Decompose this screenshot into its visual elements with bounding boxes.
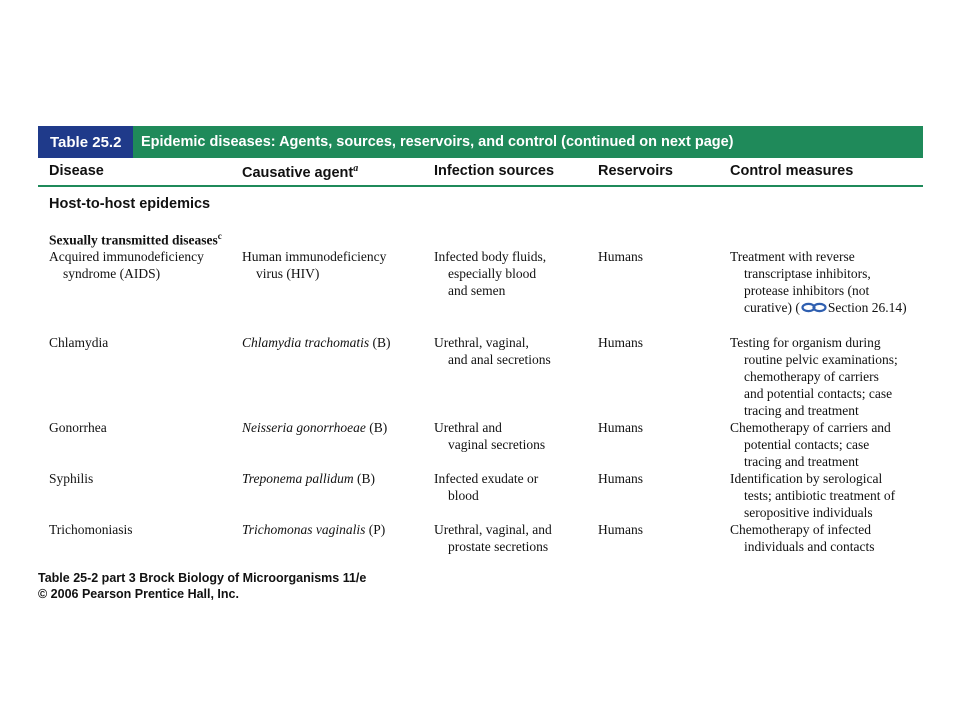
table-row-aids-sources — [434, 248, 546, 299]
table-row-gonorrhea-reservoirs: Humans — [598, 420, 643, 435]
table-row-aids-disease — [49, 248, 204, 282]
header-divider — [38, 185, 923, 187]
cell-line: Infected exudate or — [434, 471, 539, 486]
cell-line: individuals and contacts — [744, 539, 875, 554]
table-row-trichomoniasis-disease: Trichomoniasis — [49, 522, 133, 537]
column-header-sources-label: Infection sources — [434, 163, 555, 179]
cell-line: protease inhibitors (not — [744, 283, 870, 298]
column-header-control-label: Control measures — [730, 163, 854, 179]
cell-line: transcriptase inhibitors, — [744, 266, 871, 281]
chain-link-icon[interactable] — [801, 300, 827, 317]
cell-line: Chemotherapy of carriers and — [730, 420, 891, 435]
cell-line: Human immunodeficiency — [242, 249, 387, 264]
table-row-chlamydia-control — [730, 334, 898, 419]
table-row-trichomoniasis-sources — [434, 521, 552, 555]
table-row-trichomoniasis-agent — [242, 521, 385, 538]
cell-line: tracing and treatment — [744, 454, 859, 469]
table-row-chlamydia-agent — [242, 334, 391, 351]
cell-line: Urethral and — [434, 420, 502, 435]
cell-line: tests; antibiotic treatment of — [744, 488, 896, 503]
cell-line: blood — [448, 488, 479, 503]
cell-line: Identification by serological — [730, 471, 883, 486]
agent-type: (B) — [369, 335, 391, 350]
cell-line: tracing and treatment — [744, 403, 859, 418]
cell-line: potential contacts; case — [744, 437, 870, 452]
table-title: Epidemic diseases: Agents, sources, reservoirs, and control (continued on next page) — [133, 126, 923, 158]
section-reference: Section 26.14) — [827, 300, 907, 315]
table-row-trichomoniasis-reservoirs: Humans — [598, 522, 643, 537]
column-header-sources — [434, 163, 554, 179]
table-row-aids-control — [730, 248, 907, 317]
table-row-aids-reservoirs: Humans — [598, 249, 643, 264]
cell-line: virus (HIV) — [256, 266, 320, 281]
column-header-agent-label: Causative agent — [242, 164, 354, 181]
cell-text: curative) ( — [744, 300, 800, 315]
table-row-trichomoniasis-control — [730, 521, 874, 555]
cell-line: and semen — [448, 283, 506, 298]
column-header-reservoirs-label: Reservoirs — [598, 163, 673, 179]
footnote-marker: a — [353, 163, 359, 174]
cell-line: seropositive individuals — [744, 505, 873, 520]
section-heading: Host-to-host epidemics — [49, 196, 211, 212]
cell-line: chemotherapy of carriers — [744, 369, 879, 384]
credit-line: Table 25-2 part 3 Brock Biology of Microorganisms 11/e — [38, 571, 367, 585]
column-header-reservoirs — [598, 163, 673, 179]
cell-line: Infected body fluids, — [434, 249, 547, 264]
agent-type: (P) — [365, 522, 386, 537]
cell-line: syndrome (AIDS) — [63, 266, 161, 281]
table-row-chlamydia-disease: Chlamydia — [49, 335, 109, 350]
cell-line: especially blood — [448, 266, 537, 281]
table-row-syphilis-sources — [434, 470, 538, 504]
table-row-gonorrhea-agent — [242, 419, 387, 436]
table-row-gonorrhea-sources — [434, 419, 545, 453]
copyright-line: © 2006 Pearson Prentice Hall, Inc. — [38, 587, 239, 601]
column-header-agent — [242, 163, 358, 181]
cell-line: Urethral, vaginal, — [434, 335, 529, 350]
table-row-gonorrhea-disease: Gonorrhea — [49, 420, 107, 435]
figure-credit — [38, 570, 366, 602]
cell-line — [730, 299, 907, 317]
agent-name: Trichomonas vaginalis — [242, 522, 366, 537]
column-header-control — [730, 163, 853, 179]
table-number: Table 25.2 — [38, 126, 133, 158]
table-row-aids-agent — [242, 248, 386, 282]
table-row-syphilis-control — [730, 470, 895, 521]
agent-type: (B) — [353, 471, 376, 486]
agent-name: Treponema pallidum — [242, 471, 354, 486]
agent-type: (B) — [365, 420, 388, 435]
cell-line: Treatment with reverse — [730, 249, 855, 264]
table-row-chlamydia-sources — [434, 334, 551, 368]
subsection-heading — [49, 231, 222, 249]
subsection-label: Sexually transmitted diseases — [49, 232, 218, 248]
table-row-gonorrhea-control — [730, 419, 891, 470]
table-row-syphilis-agent — [242, 470, 375, 487]
cell-line: Chemotherapy of infected — [730, 522, 871, 537]
agent-name: Neisseria gonorrhoeae — [242, 420, 366, 435]
cell-line: and potential contacts; case — [744, 386, 893, 401]
table-title-bar — [38, 126, 923, 158]
table-row-syphilis-disease: Syphilis — [49, 471, 94, 486]
table-row-syphilis-reservoirs: Humans — [598, 471, 643, 486]
column-header-disease — [49, 163, 104, 179]
agent-name: Chlamydia trachomatis — [242, 335, 370, 350]
footnote-marker: c — [217, 231, 222, 241]
cell-line: Urethral, vaginal, and — [434, 522, 552, 537]
column-header-disease-label: Disease — [49, 163, 104, 179]
cell-line: vaginal secretions — [448, 437, 546, 452]
table-row-chlamydia-reservoirs: Humans — [598, 335, 643, 350]
cell-line: Acquired immunodeficiency — [49, 249, 204, 264]
cell-line: routine pelvic examinations; — [744, 352, 898, 367]
cell-line: Testing for organism during — [730, 335, 881, 350]
cell-line: and anal secretions — [448, 352, 551, 367]
cell-line: prostate secretions — [448, 539, 549, 554]
